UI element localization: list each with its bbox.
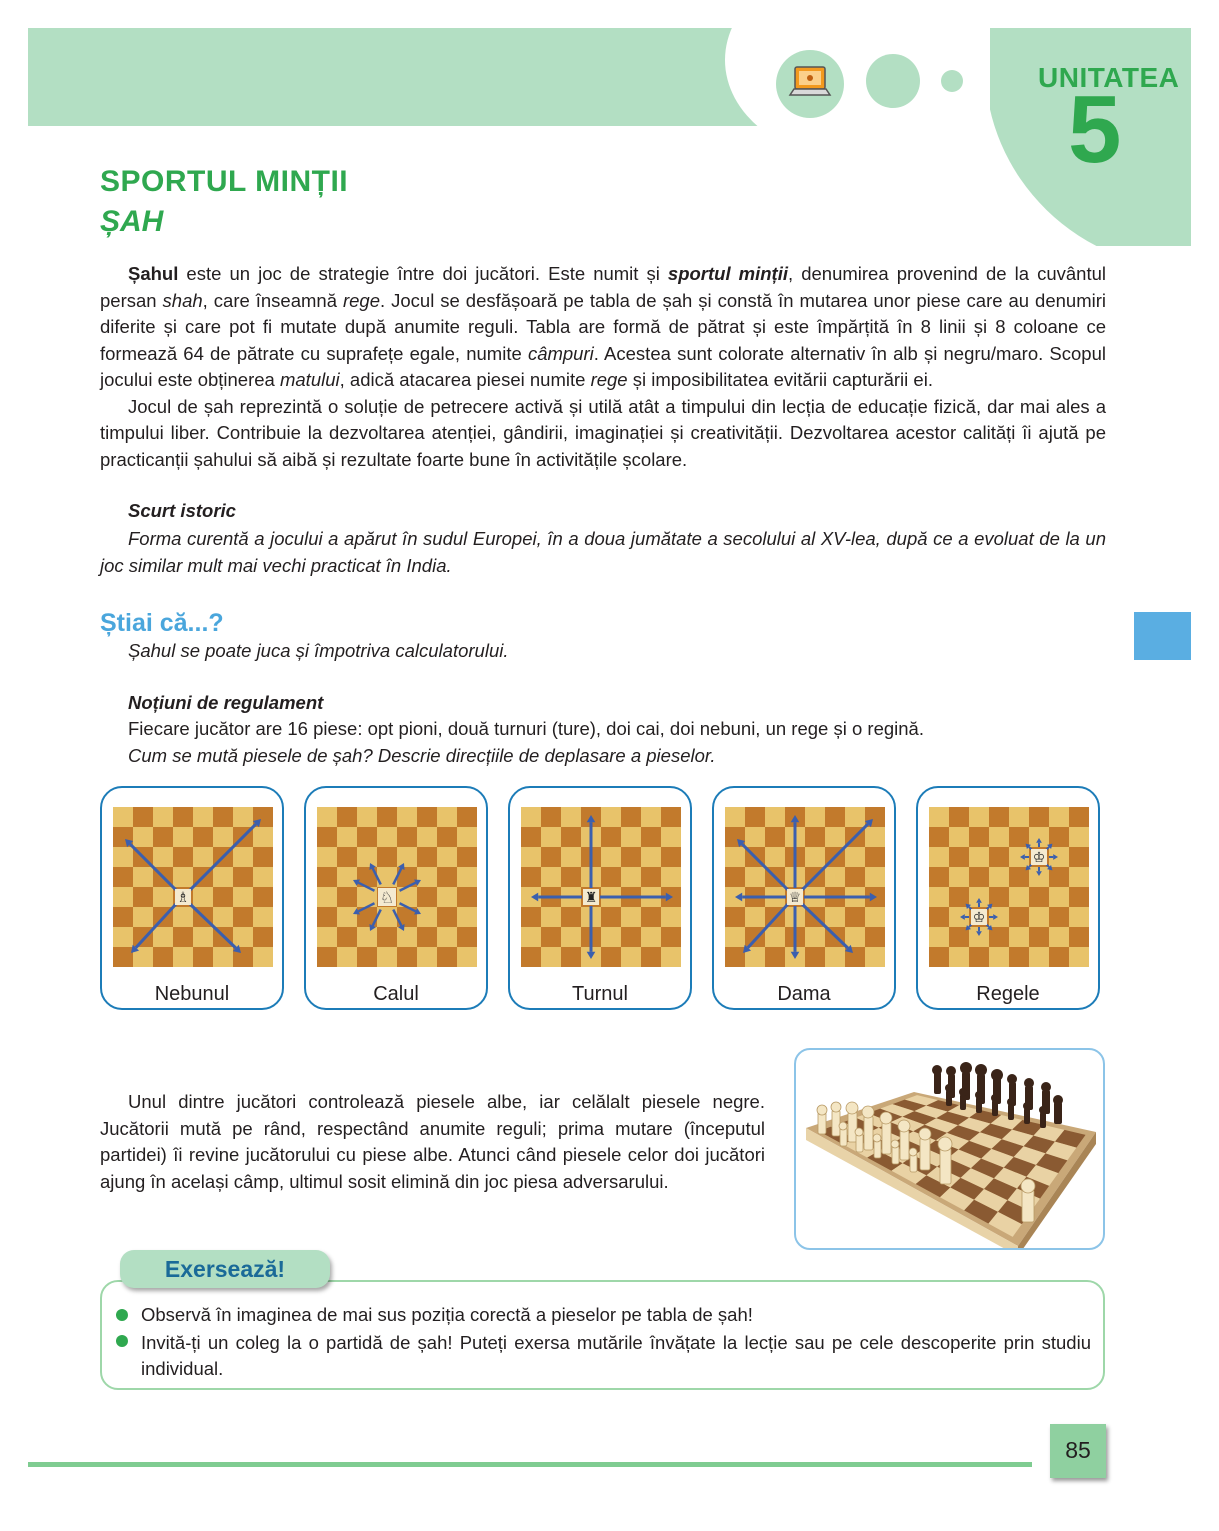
board-square	[457, 827, 477, 847]
board-square	[133, 867, 153, 887]
board-square	[805, 947, 825, 967]
board-square	[601, 827, 621, 847]
board-square	[621, 927, 641, 947]
board-square	[153, 847, 173, 867]
board-square	[969, 807, 989, 827]
board-square	[317, 847, 337, 867]
unit-label: UNITATEA	[1038, 62, 1180, 93]
board-square	[765, 947, 785, 967]
board-square	[541, 827, 561, 847]
board-square	[253, 847, 273, 867]
page-number: 85	[1065, 1437, 1091, 1463]
board-square	[521, 867, 541, 887]
board-square	[805, 827, 825, 847]
piece-caption: Nebunul	[154, 983, 230, 1005]
board-square	[949, 847, 969, 867]
board-square	[865, 927, 885, 947]
bullet-icon	[116, 1309, 128, 1321]
board-square	[337, 847, 357, 867]
board-square	[601, 807, 621, 827]
board-square	[397, 847, 417, 867]
board-square	[865, 827, 885, 847]
board-square	[1069, 927, 1089, 947]
board-square	[193, 847, 213, 867]
board-square	[541, 907, 561, 927]
board-square	[173, 847, 193, 867]
board-square	[417, 887, 437, 907]
board-square	[317, 947, 337, 967]
board-square	[1049, 927, 1069, 947]
board-square	[725, 927, 745, 947]
history-heading: Scurt istoric	[128, 500, 236, 521]
board-square	[213, 827, 233, 847]
board-square	[213, 887, 233, 907]
board-square	[661, 907, 681, 927]
board-square	[661, 807, 681, 827]
footer-rule	[28, 1462, 1032, 1467]
piece-caption: Regele	[976, 983, 1040, 1005]
board-square	[929, 807, 949, 827]
board-square	[601, 847, 621, 867]
board-square	[805, 927, 825, 947]
board-square	[521, 947, 541, 967]
board-square	[989, 807, 1009, 827]
board-square	[845, 907, 865, 927]
board-square	[233, 847, 253, 867]
board-square	[357, 827, 377, 847]
board-square	[437, 807, 457, 827]
board-square	[437, 847, 457, 867]
piece-card-king	[916, 786, 1100, 1010]
board-square	[133, 807, 153, 827]
piece-caption: Turnul	[572, 983, 628, 1005]
board-square	[417, 927, 437, 947]
board-square	[233, 807, 253, 827]
board-square	[969, 847, 989, 867]
board-square	[133, 927, 153, 947]
board-square	[377, 927, 397, 947]
board-square	[969, 947, 989, 967]
board-square	[621, 807, 641, 827]
board-square	[541, 807, 561, 827]
board-square	[253, 907, 273, 927]
board-square	[1069, 807, 1089, 827]
board-square	[561, 827, 581, 847]
board-square	[641, 847, 661, 867]
chess-piece-icon: ♗	[176, 890, 190, 907]
board-square	[745, 907, 765, 927]
board-square	[1069, 887, 1089, 907]
piece-card-knight	[304, 786, 488, 1010]
board-square	[113, 867, 133, 887]
piece-caption: Dama	[777, 983, 831, 1005]
board-square	[561, 907, 581, 927]
board-square	[661, 947, 681, 967]
board-square	[1069, 947, 1089, 967]
rules-heading: Noțiuni de regulament	[128, 692, 324, 713]
board-square	[621, 867, 641, 887]
knight-board	[317, 807, 477, 967]
board-square	[541, 847, 561, 867]
board-square	[969, 827, 989, 847]
chess-piece-icon: ♔	[1032, 850, 1046, 867]
side-tab	[1134, 612, 1191, 660]
board-square	[377, 807, 397, 827]
board-square	[153, 887, 173, 907]
decor-dot	[941, 70, 963, 92]
board-square	[253, 887, 273, 907]
board-square	[397, 927, 417, 947]
board-square	[601, 867, 621, 887]
board-square	[845, 927, 865, 947]
board-square	[725, 847, 745, 867]
board-square	[865, 867, 885, 887]
board-square	[601, 947, 621, 967]
board-square	[253, 947, 273, 967]
board-square	[1069, 827, 1089, 847]
board-square	[725, 947, 745, 967]
board-square	[989, 847, 1009, 867]
board-square	[113, 947, 133, 967]
board-square	[1029, 947, 1049, 967]
exercise-label: Exersează!	[164, 1256, 286, 1282]
board-square	[949, 807, 969, 827]
board-square	[437, 887, 457, 907]
board-square	[133, 907, 153, 927]
board-square	[317, 807, 337, 827]
board-square	[825, 907, 845, 927]
board-square	[521, 807, 541, 827]
board-square	[173, 827, 193, 847]
board-square	[929, 927, 949, 947]
page-title: SPORTUL MINȚII	[100, 165, 349, 198]
board-square	[561, 927, 581, 947]
board-square	[193, 827, 213, 847]
board-square	[337, 867, 357, 887]
board-square	[745, 827, 765, 847]
board-square	[437, 947, 457, 967]
board-square	[725, 907, 745, 927]
board-square	[233, 867, 253, 887]
board-square	[457, 927, 477, 947]
queen-board	[725, 807, 885, 967]
board-square	[253, 927, 273, 947]
intro-paragraph-1: Șahul este un joc de strategie între doi jucători. Este numit și sportul minții, denumirea provenind de la cuvântul persan shah, care înseamnă rege. Jocul se desfășoară pe tabla de șah și constă în mutarea unor piese care au denumiri diferite și care pot fi mutate după anumite reguli. Tabla are formă de pătrat și este împărțită în 8 linii și 8 coloane ce formează 64 de pătrate cu suprafețe egale, numite câmpuri. Acestea sunt colorate alternativ în alb și negru/maro. Scopul jocului este obținerea matului, adică atacarea piesei numite rege și imposibilitatea evitării capturării ei.	[100, 263, 1107, 390]
board-square	[989, 867, 1009, 887]
board-square	[213, 807, 233, 827]
board-square	[213, 867, 233, 887]
board-square	[621, 847, 641, 867]
board-square	[661, 847, 681, 867]
exercise-item: Invită-ți un coleg la o partidă de șah! Puteți exersa mutările învățate la lecție sau pe cele descoperite prin studiu individual.	[141, 1332, 1091, 1379]
board-square	[153, 807, 173, 827]
board-square	[661, 827, 681, 847]
board-square	[969, 867, 989, 887]
bishop-board	[113, 807, 273, 967]
board-square	[641, 827, 661, 847]
board-square	[1049, 807, 1069, 827]
did-you-know-text: Șahul se poate juca și împotriva calculatorului.	[128, 640, 509, 661]
board-square	[989, 947, 1009, 967]
board-square	[1009, 907, 1029, 927]
board-square	[233, 907, 253, 927]
rules-question: Cum se mută piesele de șah? Descrie direcțiile de deplasare a pieselor.	[128, 745, 716, 766]
board-square	[417, 947, 437, 967]
board-square	[541, 867, 561, 887]
board-square	[1049, 887, 1069, 907]
board-square	[233, 887, 253, 907]
board-square	[457, 847, 477, 867]
board-square	[765, 847, 785, 867]
board-square	[929, 867, 949, 887]
board-square	[641, 907, 661, 927]
board-square	[1069, 847, 1089, 867]
board-square	[317, 827, 337, 847]
board-square	[561, 867, 581, 887]
board-square	[865, 947, 885, 967]
board-square	[765, 927, 785, 947]
board-square	[561, 847, 581, 867]
board-square	[337, 907, 357, 927]
board-square	[457, 867, 477, 887]
board-square	[661, 867, 681, 887]
board-square	[521, 907, 541, 927]
board-square	[825, 947, 845, 967]
board-square	[133, 827, 153, 847]
board-square	[457, 947, 477, 967]
board-square	[357, 947, 377, 967]
board-square	[213, 907, 233, 927]
board-square	[541, 947, 561, 967]
chessboard-photo	[794, 1048, 1105, 1250]
board-square	[949, 827, 969, 847]
board-square	[417, 847, 437, 867]
board-square	[621, 947, 641, 967]
board-square	[745, 867, 765, 887]
board-square	[641, 807, 661, 827]
board-square	[865, 847, 885, 867]
board-square	[1029, 927, 1049, 947]
computer-icon	[776, 50, 844, 118]
board-square	[641, 947, 661, 967]
board-square	[601, 907, 621, 927]
board-square	[825, 867, 845, 887]
exercise-item: Observă în imaginea de mai sus poziția corectă a pieselor pe tabla de șah!	[141, 1304, 753, 1325]
board-square	[377, 847, 397, 867]
board-square	[1009, 807, 1029, 827]
board-square	[397, 807, 417, 827]
board-square	[317, 927, 337, 947]
board-square	[457, 807, 477, 827]
board-square	[521, 847, 541, 867]
board-square	[805, 847, 825, 867]
board-square	[193, 947, 213, 967]
board-square	[173, 807, 193, 827]
unit-number: 5	[1068, 76, 1122, 183]
board-square	[357, 847, 377, 867]
chessboard-illustration	[796, 1050, 1103, 1248]
board-square	[337, 927, 357, 947]
board-square	[113, 807, 133, 827]
board-square	[621, 827, 641, 847]
piece-card-rook	[508, 786, 692, 1010]
board-square	[561, 947, 581, 967]
board-square	[865, 907, 885, 927]
board-square	[173, 867, 193, 887]
board-square	[437, 827, 457, 847]
board-square	[213, 947, 233, 967]
rook-board	[521, 807, 681, 967]
board-square	[133, 887, 153, 907]
board-square	[725, 867, 745, 887]
board-square	[457, 907, 477, 927]
board-square	[337, 807, 357, 827]
board-square	[601, 927, 621, 947]
board-square	[1029, 807, 1049, 827]
board-square	[317, 907, 337, 927]
board-square	[1029, 907, 1049, 927]
decor-dot	[866, 54, 920, 108]
board-square	[1009, 947, 1029, 967]
board-square	[825, 807, 845, 827]
chess-piece-icon: ♔	[972, 910, 986, 927]
board-square	[113, 907, 133, 927]
board-square	[437, 867, 457, 887]
rules-text: Fiecare jucător are 16 piese: opt pioni, două turnuri (ture), doi cai, doi nebuni, un rege și o regină.	[128, 718, 924, 739]
board-square	[337, 887, 357, 907]
board-square	[825, 827, 845, 847]
board-square	[745, 927, 765, 947]
game-rules-text: Unul dintre jucători controlează piesele albe, iar celălalt piesele negre. Jucătorii mută pe rând, respectând anumite reguli; prima mutare (începutul partidei) îi revine jucătorului cu piese albe. Atunci când piesele celor doi jucători ajung în același câmp, ultimul sosit elimină din joc piesa adversarului.	[100, 1091, 765, 1192]
board-square	[805, 807, 825, 827]
board-square	[661, 927, 681, 947]
board-square	[337, 947, 357, 967]
board-square	[397, 827, 417, 847]
board-square	[153, 827, 173, 847]
board-square	[417, 907, 437, 927]
chess-piece-icon: ♘	[379, 887, 395, 907]
board-square	[113, 927, 133, 947]
piece-caption: Calul	[373, 983, 419, 1005]
board-square	[357, 807, 377, 827]
chess-piece-icon: ♕	[788, 890, 802, 907]
board-square	[1069, 867, 1089, 887]
board-square	[397, 947, 417, 967]
board-square	[845, 847, 865, 867]
board-square	[1049, 907, 1069, 927]
board-square	[193, 887, 213, 907]
board-square	[113, 847, 133, 867]
board-square	[337, 827, 357, 847]
computer-badge	[776, 50, 844, 118]
board-square	[521, 827, 541, 847]
board-square	[621, 907, 641, 927]
board-square	[1029, 887, 1049, 907]
board-square	[641, 867, 661, 887]
board-square	[561, 807, 581, 827]
board-square	[417, 867, 437, 887]
board-square	[377, 827, 397, 847]
board-square	[949, 867, 969, 887]
king-board	[929, 807, 1089, 967]
board-square	[1069, 907, 1089, 927]
board-square	[193, 927, 213, 947]
board-square	[929, 947, 949, 967]
board-square	[521, 927, 541, 947]
board-square	[949, 947, 969, 967]
board-square	[1049, 947, 1069, 967]
board-square	[929, 827, 949, 847]
board-square	[153, 947, 173, 967]
chess-piece-icon: ♜	[584, 890, 598, 907]
board-square	[173, 907, 193, 927]
board-square	[357, 927, 377, 947]
board-square	[641, 927, 661, 947]
board-square	[765, 807, 785, 827]
header-band	[28, 28, 788, 126]
intro-paragraph-2: Jocul de șah reprezintă o soluție de petrecere activă și utilă atât a timpului din lecția de educație fizică, dar mai ales a timpului liber. Contribuie la dezvoltarea atenției, gândirii, imaginației și creativității. Dezvoltarea acestor calități îi ajută pe practicanții șahului să aibă și rezultate foarte bune în activitățile școlare.	[100, 395, 1106, 470]
bullet-icon	[116, 1335, 128, 1347]
piece-card-queen	[712, 786, 896, 1010]
history-text: Forma curentă a jocului a apărut în sudul Europei, în a doua jumătate a secolului al XV-lea, după ce a evoluat de la un joc similar mult mai vechi practicat în India.	[100, 528, 1106, 576]
board-square	[1009, 887, 1029, 907]
board-square	[929, 847, 949, 867]
page-subtitle: ȘAH	[100, 205, 164, 238]
piece-card-bishop	[100, 786, 284, 1010]
board-square	[173, 947, 193, 967]
board-square	[437, 907, 457, 927]
board-square	[437, 927, 457, 947]
board-square	[173, 927, 193, 947]
board-square	[113, 887, 133, 907]
board-square	[377, 947, 397, 967]
board-square	[317, 887, 337, 907]
intro-text	[100, 261, 1106, 473]
board-square	[457, 887, 477, 907]
board-square	[745, 807, 765, 827]
board-square	[233, 927, 253, 947]
board-square	[929, 907, 949, 927]
board-square	[765, 827, 785, 847]
board-square	[417, 827, 437, 847]
board-square	[929, 887, 949, 907]
did-you-know-heading: Știai că...?	[100, 609, 224, 637]
board-square	[153, 927, 173, 947]
board-square	[253, 867, 273, 887]
board-square	[989, 827, 1009, 847]
board-square	[845, 867, 865, 887]
board-square	[1009, 927, 1029, 947]
board-square	[417, 807, 437, 827]
board-square	[845, 807, 865, 827]
board-square	[317, 867, 337, 887]
board-square	[193, 807, 213, 827]
board-square	[541, 927, 561, 947]
board-square	[253, 827, 273, 847]
board-square	[725, 807, 745, 827]
